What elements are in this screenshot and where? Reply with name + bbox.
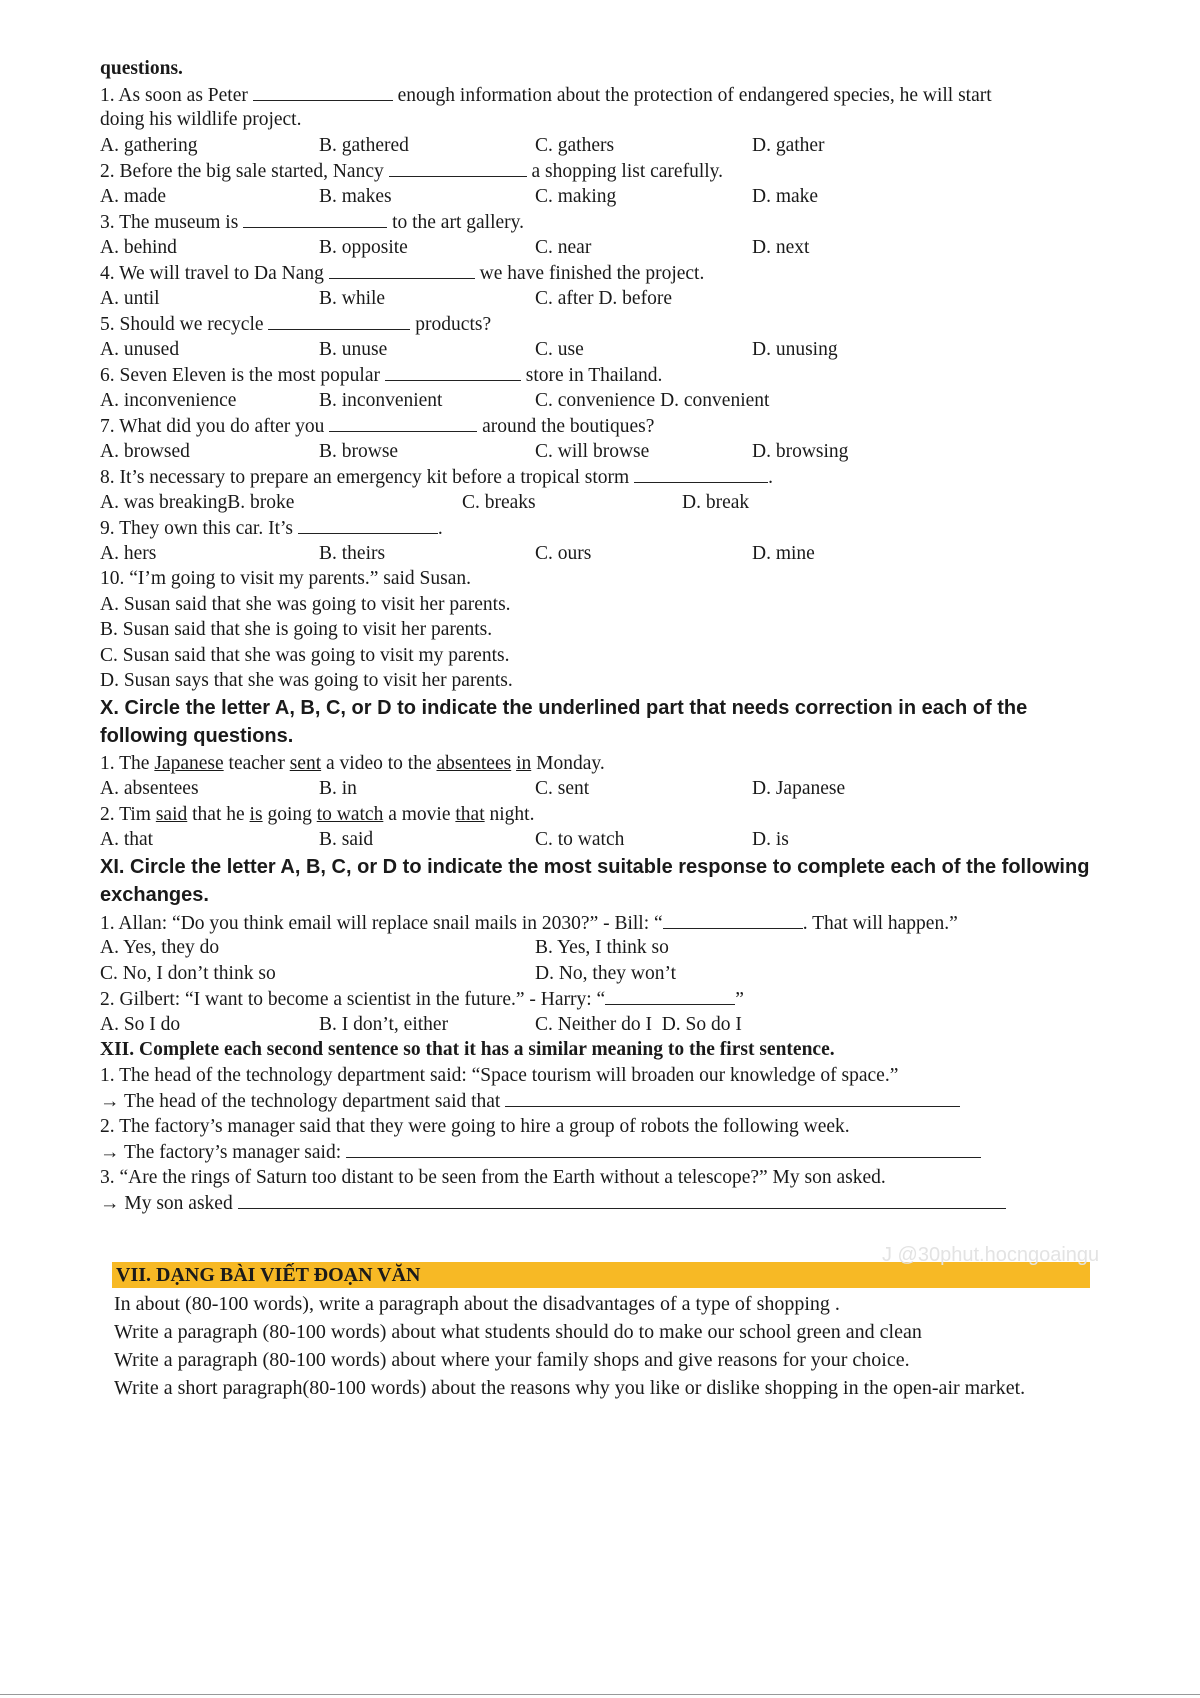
option-b[interactable]: B. said <box>319 829 374 850</box>
error-question-2-options <box>100 827 1110 853</box>
option-d[interactable]: D. next <box>752 236 810 258</box>
answer-line[interactable] <box>505 1088 960 1107</box>
question-5: 5. Should we recycle products? <box>100 311 1110 337</box>
option-c-d[interactable]: C. Neither do I D. So do I <box>535 1013 742 1035</box>
option-a[interactable]: A. that <box>100 829 154 850</box>
option-b[interactable]: B. inconvenient <box>319 389 443 411</box>
option-b[interactable]: B. opposite <box>319 236 408 258</box>
option-b[interactable]: B. unuse <box>319 338 388 360</box>
option-d[interactable]: D. browsing <box>752 440 849 462</box>
watermark: J @30phut.hocngoaingu <box>882 1244 1100 1266</box>
question-2-options <box>100 184 1110 210</box>
option-b[interactable]: B. makes <box>319 185 392 207</box>
exchange-1-options-row-1 <box>100 935 1110 961</box>
question-9: 9. They own this car. It’s . <box>100 515 1110 541</box>
option-a[interactable]: A. hers <box>100 542 157 564</box>
option-c[interactable]: C. No, I don’t think so <box>100 962 276 984</box>
option-d[interactable]: D. unusing <box>752 338 838 360</box>
question-6: 6. Seven Eleven is the most popular store in Thailand. <box>100 362 1110 388</box>
error-question-1-options <box>100 776 1110 802</box>
option-a[interactable]: A. browsed <box>100 440 190 462</box>
question-3-options <box>100 235 1110 261</box>
writing-prompt-4: Write a short paragraph(80-100 words) about the reasons why you like or dislike shopping in the open-air market. <box>114 1377 1026 1399</box>
answer-blank[interactable] <box>385 362 521 381</box>
option-a[interactable]: A. gathering <box>100 134 198 156</box>
exchange-1-options-row-2 <box>100 961 1110 987</box>
option-b[interactable]: B. browse <box>319 440 399 462</box>
option-c-d[interactable]: C. convenience D. convenient <box>535 389 770 411</box>
section-heading-tail: questions. <box>100 58 183 79</box>
option-a[interactable]: A. unused <box>100 338 180 360</box>
answer-blank[interactable] <box>329 260 475 279</box>
option-b[interactable]: B. Yes, I think so <box>535 937 669 958</box>
option-c[interactable]: C. gathers <box>535 134 615 156</box>
answer-blank[interactable] <box>329 413 477 432</box>
option-d[interactable]: D. No, they won’t <box>535 962 677 984</box>
option-b[interactable]: B. theirs <box>319 542 386 564</box>
option-c[interactable]: C. breaks <box>462 491 536 513</box>
section-x-title: X. Circle the letter A, B, C, or D to indicate the underlined part that needs correction in each of the following questions. <box>100 696 1028 747</box>
question-4-options <box>100 286 1110 312</box>
answer-blank[interactable] <box>253 82 393 101</box>
question-1: 1. As soon as Peter enough information about the protection of endangered species, he will start <box>100 82 1110 108</box>
answer-blank[interactable] <box>605 986 735 1005</box>
option-c-d[interactable]: C. after D. before <box>535 287 672 309</box>
option-b[interactable]: B. while <box>319 287 386 309</box>
option-d[interactable]: D. gather <box>752 134 825 156</box>
question-8: 8. It’s necessary to prepare an emergency kit before a tropical storm . <box>100 464 1110 490</box>
section-xii-title: XII. Complete each second sentence so that it has a similar meaning to the first sentence. <box>100 1039 835 1060</box>
rewrite-1-prompt: 1. The head of the technology department said: “Space tourism will broaden our knowledge of space.” <box>100 1064 899 1086</box>
question-4: 4. We will travel to Da Nang we have finished the project. <box>100 260 1110 286</box>
writing-prompts <box>114 1290 1094 1402</box>
question-8-options <box>100 490 1110 516</box>
answer-blank[interactable] <box>663 910 803 929</box>
option-c[interactable]: C. making <box>535 185 617 207</box>
exchange-2-options <box>100 1012 1110 1038</box>
option-c[interactable]: C. will browse <box>535 440 650 462</box>
question-10: 10. “I’m going to visit my parents.” said Susan. <box>100 568 471 589</box>
answer-line[interactable] <box>346 1139 981 1158</box>
option-b[interactable]: B. Susan said that she is going to visit her parents. <box>100 619 493 640</box>
option-d[interactable]: D. Japanese <box>752 778 846 799</box>
answer-blank[interactable] <box>298 515 438 534</box>
error-question-1: 1. The Japanese teacher sent a video to the absentees in Monday. <box>100 752 605 774</box>
question-1-options <box>100 133 1110 159</box>
question-3: 3. The museum is to the art gallery. <box>100 209 1110 235</box>
option-a[interactable]: A. behind <box>100 236 177 258</box>
rewrite-3-prompt: 3. “Are the rings of Saturn too distant to be seen from the Earth without a telescope?” My son asked. <box>100 1166 886 1188</box>
answer-blank[interactable] <box>389 158 527 177</box>
option-c[interactable]: C. to watch <box>535 829 625 850</box>
answer-line[interactable] <box>238 1190 1006 1209</box>
worksheet <box>100 56 1110 1216</box>
question-9-options <box>100 541 1110 567</box>
option-a-b[interactable]: A. was breakingB. broke <box>100 491 295 513</box>
option-d[interactable]: D. mine <box>752 542 815 564</box>
option-d[interactable]: D. Susan says that she was going to visit her parents. <box>100 670 513 691</box>
page-bottom-rule <box>0 1694 1200 1695</box>
option-a[interactable]: A. Yes, they do <box>100 937 220 958</box>
writing-prompt-1: In about (80-100 words), write a paragraph about the disadvantages of a type of shopping . <box>114 1293 840 1315</box>
rewrite-2-answer: → The factory’s manager said: <box>100 1139 1110 1165</box>
question-7: 7. What did you do after you around the boutiques? <box>100 413 1110 439</box>
option-a[interactable]: A. Susan said that she was going to visit her parents. <box>100 593 511 615</box>
rewrite-1-answer: → The head of the technology department said that <box>100 1088 1110 1114</box>
option-a[interactable]: A. made <box>100 185 167 207</box>
option-c[interactable]: C. near <box>535 236 592 258</box>
question-1-continued: doing his wildlife project. <box>100 109 302 130</box>
option-a[interactable]: A. until <box>100 287 160 309</box>
question-5-options <box>100 337 1110 363</box>
option-b[interactable]: B. gathered <box>319 134 409 156</box>
question-6-options <box>100 388 1110 414</box>
option-b[interactable]: B. I don’t, either <box>319 1013 449 1035</box>
option-c[interactable]: C. Susan said that she was going to visit my parents. <box>100 644 510 666</box>
section-xi-title: XI. Circle the letter A, B, C, or D to indicate the most suitable response to complete each of the following exchanges. <box>100 855 1090 906</box>
answer-blank[interactable] <box>268 311 410 330</box>
option-d[interactable]: D. break <box>682 491 750 513</box>
section-vii-title: VII. DẠNG BÀI VIẾT ĐOẠN VĂN <box>116 1264 421 1286</box>
option-a[interactable]: A. inconvenience <box>100 389 237 411</box>
option-b[interactable]: B. in <box>319 778 357 799</box>
error-question-2: 2. Tim said that he is going to watch a movie that night. <box>100 803 535 825</box>
option-a[interactable]: A. absentees <box>100 778 199 799</box>
question-7-options <box>100 439 1110 465</box>
option-d[interactable]: D. make <box>752 185 819 207</box>
rewrite-3-answer: → My son asked <box>100 1190 1110 1216</box>
answer-blank[interactable] <box>243 209 387 228</box>
writing-prompt-3: Write a paragraph (80-100 words) about where your family shops and give reasons for your choice. <box>114 1349 910 1371</box>
rewrite-2-prompt: 2. The factory’s manager said that they were going to hire a group of robots the following week. <box>100 1115 850 1137</box>
option-c[interactable]: C. sent <box>535 778 590 799</box>
option-d[interactable]: D. is <box>752 829 789 850</box>
answer-blank[interactable] <box>634 464 768 483</box>
option-a[interactable]: A. So I do <box>100 1013 181 1035</box>
writing-prompt-2: Write a paragraph (80-100 words) about what students should do to make our school green and clean <box>114 1321 922 1343</box>
option-c[interactable]: C. use <box>535 338 584 360</box>
question-2: 2. Before the big sale started, Nancy a shopping list carefully. <box>100 158 1110 184</box>
exchange-2: 2. Gilbert: “I want to become a scientist in the future.” - Harry: “ ” <box>100 986 1110 1012</box>
exchange-1: 1. Allan: “Do you think email will replace snail mails in 2030?” - Bill: “ . That will happen.” <box>100 910 1110 936</box>
option-c[interactable]: C. ours <box>535 542 592 564</box>
